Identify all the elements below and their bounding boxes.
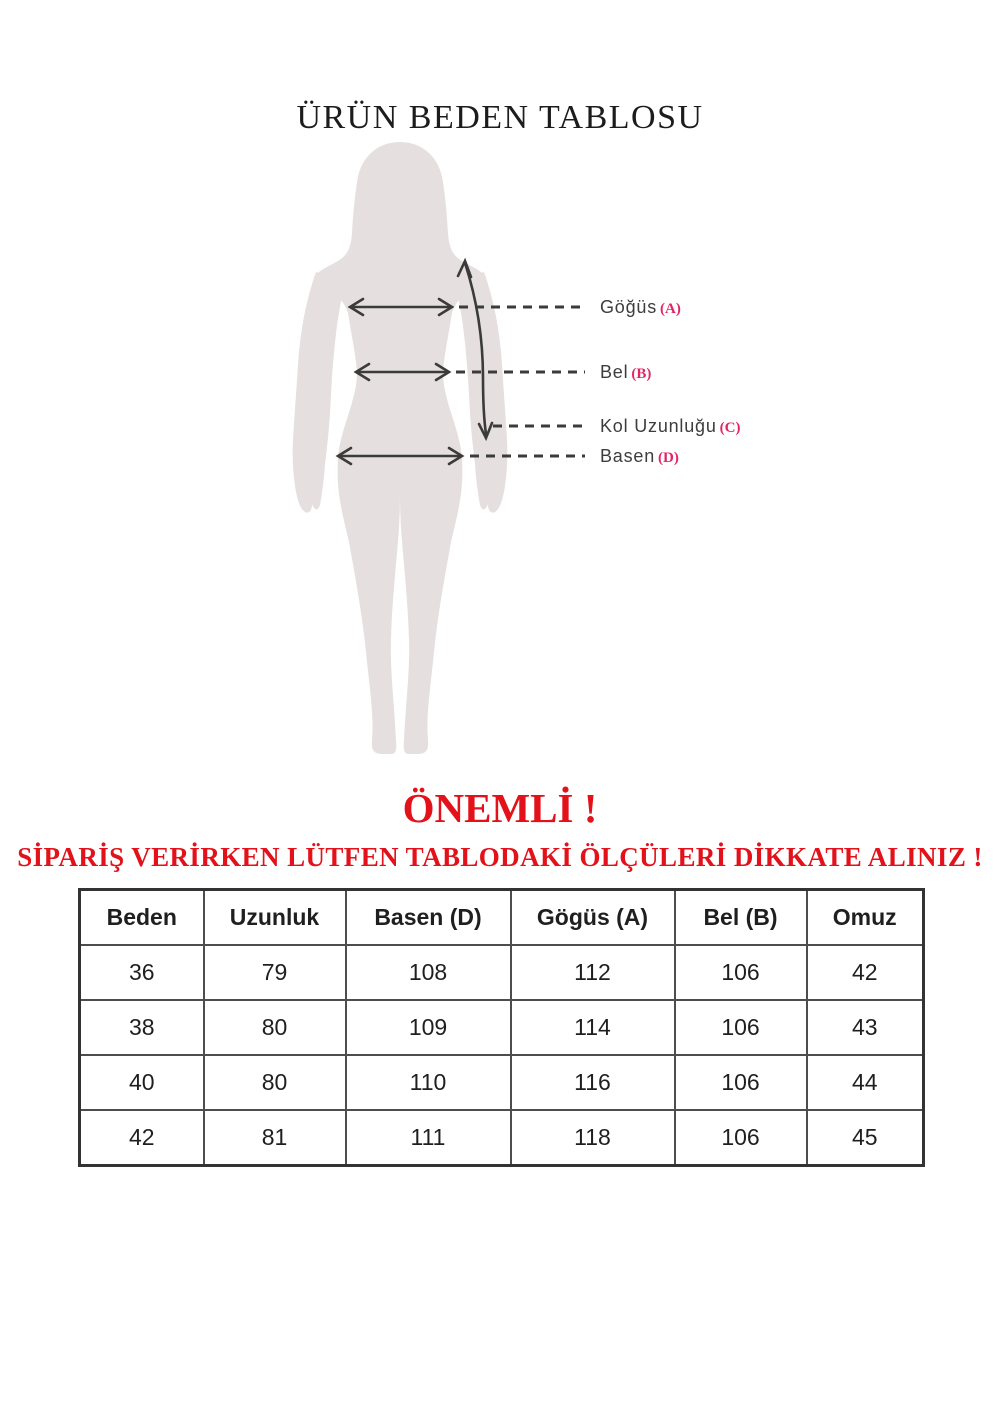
warning-text: SİPARİŞ VERİRKEN LÜTFEN TABLODAKİ ÖLÇÜLERİ DİKKATE ALINIZ ! [17, 842, 983, 872]
header-omuz: Omuz [807, 890, 924, 946]
table-cell: 118 [511, 1110, 675, 1166]
size-table [78, 888, 925, 1167]
size-table-header-row [80, 890, 924, 946]
table-row [80, 1055, 924, 1110]
measure-label-text: Bel [600, 362, 629, 382]
measure-label-letter: (A) [660, 301, 681, 317]
header-bel: Bel (B) [675, 890, 807, 946]
measure-label-kol-uzunlugu [600, 415, 741, 437]
table-cell: 38 [80, 1000, 204, 1055]
table-cell: 111 [346, 1110, 511, 1166]
table-cell: 44 [807, 1055, 924, 1110]
table-cell: 106 [675, 1055, 807, 1110]
size-table-body [80, 945, 924, 1166]
table-cell: 80 [204, 1000, 346, 1055]
table-cell: 81 [204, 1110, 346, 1166]
table-cell: 106 [675, 945, 807, 1000]
page-title: ÜRÜN BEDEN TABLOSU [296, 98, 704, 136]
table-cell: 108 [346, 945, 511, 1000]
table-cell: 109 [346, 1000, 511, 1055]
silhouette-torso-legs [314, 142, 486, 754]
measure-label-letter: (D) [658, 450, 679, 466]
table-cell: 116 [511, 1055, 675, 1110]
table-cell: 36 [80, 945, 204, 1000]
header-beden: Beden [80, 890, 204, 946]
measure-label-text: Göğüs [600, 297, 658, 317]
table-row [80, 945, 924, 1000]
table-row [80, 1000, 924, 1055]
table-row [80, 1110, 924, 1166]
measure-label-bel [600, 361, 651, 383]
silhouette-left-arm [293, 272, 342, 513]
table-cell: 42 [80, 1110, 204, 1166]
header-uzunluk: Uzunluk [204, 890, 346, 946]
table-cell: 45 [807, 1110, 924, 1166]
table-cell: 79 [204, 945, 346, 1000]
table-cell: 42 [807, 945, 924, 1000]
measure-label-letter: (B) [631, 366, 652, 382]
table-cell: 43 [807, 1000, 924, 1055]
header-gogus: Gögüs (A) [511, 890, 675, 946]
measure-label-text: Basen [600, 446, 656, 466]
table-cell: 40 [80, 1055, 204, 1110]
measure-label-letter: (C) [719, 420, 741, 436]
important-heading: ÖNEMLİ ! [402, 785, 598, 831]
measure-label-basen [600, 445, 679, 467]
table-cell: 112 [511, 945, 675, 1000]
table-cell: 114 [511, 1000, 675, 1055]
female-silhouette [293, 142, 508, 754]
measure-label-text: Kol Uzunluğu [600, 416, 717, 436]
table-cell: 80 [204, 1055, 346, 1110]
header-basen: Basen (D) [346, 890, 511, 946]
table-cell: 106 [675, 1110, 807, 1166]
table-cell: 106 [675, 1000, 807, 1055]
table-cell: 110 [346, 1055, 511, 1110]
measure-label-gogus [600, 296, 681, 318]
